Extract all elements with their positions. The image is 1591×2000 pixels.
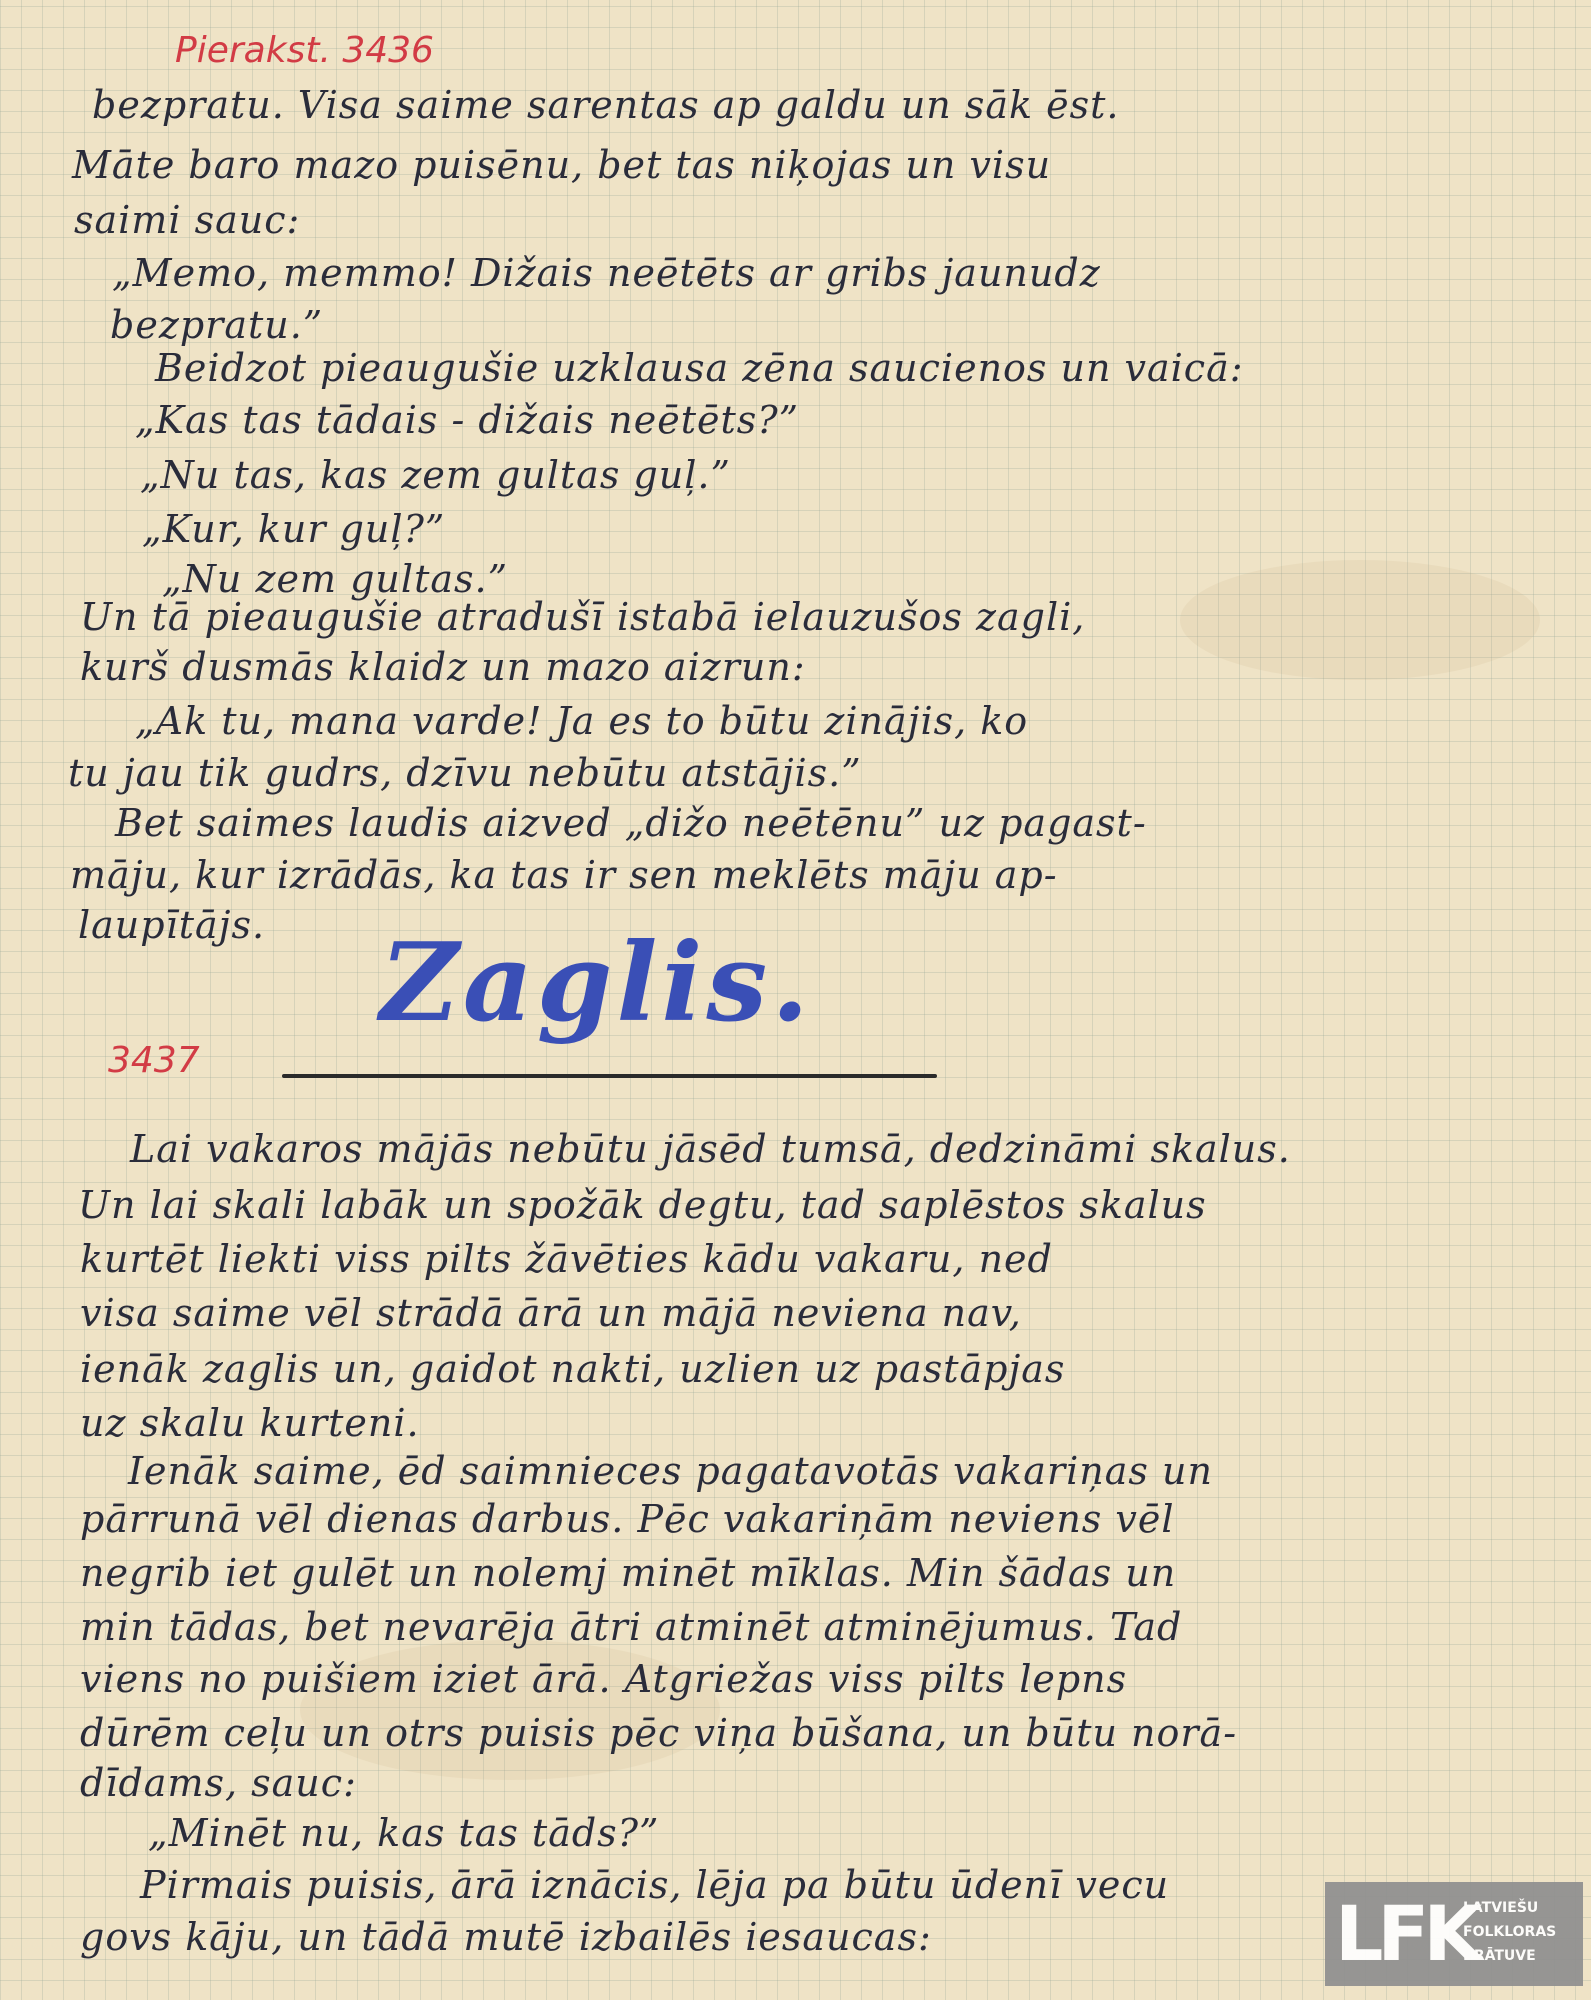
text-line: Bet saimes laudis aizved „dižo neētēnu” uz pagast- (115, 801, 1147, 845)
text-line: bezpratu.” (110, 303, 324, 347)
text-line: Un lai skali labāk un spožāk degtu, tad saplēstos skalus (78, 1183, 1207, 1227)
text-line: Lai vakaros mājās nebūtu jāsēd tumsā, dedzināmi skalus. (130, 1127, 1291, 1171)
text-line: tu jau tik gudrs, dzīvu nebūtu atstājis.” (68, 751, 862, 795)
archive-name-line: FOLKLORAS (1463, 1924, 1557, 1940)
archive-name-line: KRĀTUVE (1463, 1948, 1536, 1964)
text-line: uz skalu kurteni. (80, 1401, 420, 1445)
text-line: „Ak tu, mana varde! Ja es to būtu zinājis, ko (135, 699, 1029, 743)
archive-logo-text (1463, 1896, 1579, 1968)
story-title: Zaglis. (380, 920, 813, 1046)
text-line: dūrēm ceļu un otrs puisis pēc viņa būšana, un būtu norā- (80, 1711, 1238, 1755)
text-line: „Kur, kur guļ?” (142, 507, 446, 551)
text-line: „Minēt nu, kas tas tāds?” (148, 1811, 660, 1855)
text-line: ienāk zaglis un, gaidot nakti, uzlien uz pastāpjas (80, 1347, 1066, 1391)
text-line: dīdams, sauc: (80, 1761, 357, 1805)
text-line: kurtēt liekti viss pilts žāvēties kādu vakaru, ned (80, 1237, 1053, 1281)
title-underline (282, 1074, 937, 1078)
text-line: min tādas, bet nevarēja ātri atminēt atminējumus. Tad (80, 1605, 1183, 1649)
text-line: Beidzot pieaugušie uzklausa zēna saucienos un vaicā: (155, 346, 1244, 390)
text-line: pārrunā vēl dienas darbus. Pēc vakariņām neviens vēl (80, 1497, 1175, 1541)
text-line: Ienāk saime, ēd saimnieces pagatavotās vakariņas un (128, 1449, 1213, 1493)
text-line: „Kas tas tādais - dižais neētēts?” (135, 398, 800, 442)
text-line: „Nu zem gultas.” (162, 557, 508, 601)
text-line: Un tā pieaugušie atradušī istabā ielauzušos zagli, (80, 595, 1086, 639)
text-line: „Memo, memmo! Dižais neētēts ar gribs jaunudz (112, 251, 1101, 295)
text-line: visa saime vēl strādā ārā un mājā neviena nav, (80, 1291, 1022, 1335)
text-line: negrib iet gulēt un nolemj minēt mīklas. Min šādas un (80, 1551, 1177, 1595)
reference-number-top: Pierakst. 3436 (175, 30, 434, 71)
text-line: kurš dusmās klaidz un mazo aizrun: (80, 645, 806, 689)
text-line: laupītājs. (78, 903, 266, 947)
text-line: saimi sauc: (74, 198, 301, 242)
text-line: Pirmais puisis, ārā iznācis, lēja pa būtu ūdenī vecu (140, 1863, 1170, 1907)
archive-name-line: LATVIEŠU (1463, 1900, 1539, 1916)
archive-logo-mark: LFK (1335, 1889, 1477, 1978)
text-line: govs kāju, un tādā mutē izbailēs iesaucas: (80, 1915, 932, 1959)
text-line: viens no puišiem iziet ārā. Atgriežas viss pilts lepns (80, 1657, 1128, 1701)
archive-stamp (1325, 1882, 1583, 1986)
text-line: bezpratu. Visa saime sarentas ap galdu un sāk ēst. (92, 83, 1120, 127)
reference-number-story: 3437 (108, 1040, 200, 1081)
text-line: „Nu tas, kas zem gultas guļ.” (140, 453, 731, 497)
text-line: māju, kur izrādās, ka tas ir sen meklēts māju ap- (70, 853, 1058, 897)
text-line: Māte baro mazo puisēnu, bet tas niķojas un visu (72, 143, 1052, 187)
